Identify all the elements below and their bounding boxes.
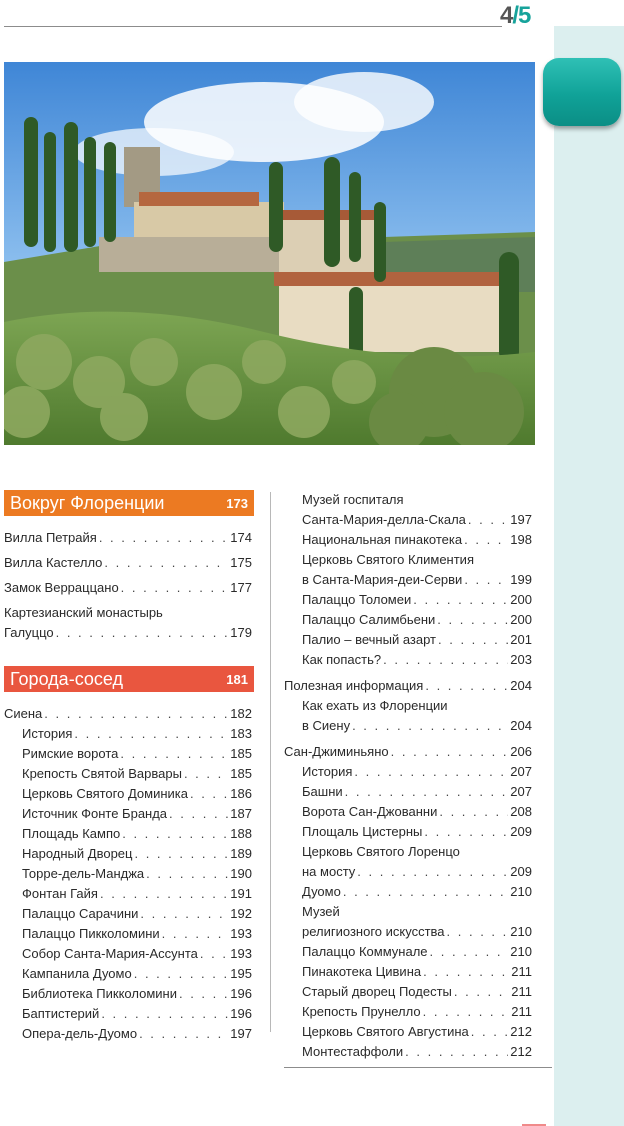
section-page: 181 [226,671,248,687]
toc-around-florence [4,528,252,643]
toc-title: Палаццо Салимбьени [302,612,436,627]
toc-title: религиозного искусства [302,924,445,939]
toc-title: в Сиену [302,718,351,733]
dot-leader [430,942,509,962]
dot-leader [352,716,508,736]
toc-entry[interactable] [284,1002,532,1022]
toc-entry[interactable] [4,824,252,844]
page-counter [500,2,530,30]
toc-entry[interactable] [284,762,532,782]
toc-page-number: 206 [510,744,532,759]
toc-title: Монтестаффоли [302,1044,404,1059]
page-current: 4 [500,2,513,29]
toc-right-column [284,490,532,1062]
dot-leader [464,530,508,550]
section-page: 173 [226,495,248,511]
toc-page-number: 210 [510,944,532,959]
toc-entry-siena[interactable] [4,704,252,724]
page-separator: / [512,2,519,29]
toc-entry[interactable] [284,530,532,550]
dot-leader [179,984,228,1004]
dot-leader [439,802,508,822]
toc-page-number: 199 [510,572,532,587]
toc-page-number: 197 [230,1026,252,1041]
toc-title: Ворота Сан-Джованни [302,804,438,819]
toc-title: Галуццо [4,625,54,640]
dot-leader [190,784,228,804]
section-header-around-florence[interactable] [4,490,254,516]
toc-title: Площадь Кампо [22,826,121,841]
toc-title: Народный Дворец [22,846,133,861]
chapter-tab[interactable] [543,58,621,126]
toc-title: Сиена [4,706,43,721]
toc-title: Замок Верраццано [4,580,119,595]
toc-page-number: 207 [510,764,532,779]
toc-entry[interactable] [4,904,252,924]
toc-title: Крепость Святой Варвары [22,766,182,781]
dot-leader [424,822,508,842]
toc-title: Полезная информация [284,678,424,693]
dot-leader [354,762,508,782]
toc-page-number: 211 [511,1004,532,1019]
page-total: 5 [518,2,531,29]
toc-title-line: Церковь Святого Лоренцо [302,844,460,859]
toc-title: Старый дворец Подесты [302,984,452,999]
dot-leader [423,1002,510,1022]
toc-entry[interactable] [284,490,532,530]
toc-page-number: 201 [510,632,532,647]
toc-page-number: 207 [510,784,532,799]
tuscan-villa-photo [4,62,535,445]
toc-title: в Санта-Мария-деи-Серви [302,572,463,587]
toc-title-line: Церковь Святого Климентия [302,552,474,567]
toc-page-number: 193 [230,946,252,961]
toc-entry[interactable] [284,962,532,982]
dot-leader [423,962,509,982]
toc-neighbor-towns [4,704,252,1044]
toc-entry[interactable] [284,942,532,962]
toc-page-number: 188 [230,826,252,841]
toc-page-number: 212 [510,1024,532,1039]
dot-leader [134,844,228,864]
toc-page-number: 177 [230,580,252,595]
dot-leader [104,553,228,573]
toc-entry[interactable] [4,804,252,824]
toc-page-number: 210 [510,924,532,939]
toc-title: Кампанила Дуомо [22,966,132,981]
dot-leader [471,1022,509,1042]
toc-title: История [302,764,353,779]
toc-title-line: Как ехать из Флоренции [302,698,448,713]
toc-title: Палаццо Коммунале [302,944,428,959]
dot-leader [383,650,508,670]
toc-entry[interactable] [4,864,252,884]
toc-entry[interactable] [284,782,532,802]
toc-title: Церковь Святого Доминика [22,786,188,801]
toc-title: Опера-дель-Дуомо [22,1026,138,1041]
toc-title: Площаль Цистерны [302,824,423,839]
toc-page-number: 187 [230,806,252,821]
toc-page-number: 197 [510,512,532,527]
toc-title: Башни [302,784,343,799]
toc-title: Палаццо Пикколомини [22,926,160,941]
dot-leader [437,610,508,630]
dot-leader [134,964,229,984]
toc-entry[interactable] [284,1042,532,1062]
dot-leader [121,578,229,598]
dot-leader [122,824,228,844]
toc-entry[interactable] [284,902,532,942]
toc-title: Дуомо [302,884,341,899]
toc-entry[interactable] [4,528,252,548]
toc-page-number: 200 [510,612,532,627]
toc-entry[interactable] [4,884,252,904]
section-header-neighbor-towns[interactable] [4,666,254,692]
toc-title: Вилла Петрайя [4,530,97,545]
toc-title: Палио – вечный азарт [302,632,437,647]
toc-page-number: 212 [510,1044,532,1059]
toc-entry[interactable] [4,744,252,764]
footer-rule [284,1067,552,1068]
toc-title-line: Музей [302,904,340,919]
toc-title: Пинакотека Цивина [302,964,422,979]
dot-leader [447,922,509,942]
toc-title-line: Музей госпиталя [302,492,404,507]
toc-entry[interactable] [4,764,252,784]
toc-page-number: 190 [230,866,252,881]
toc-entry[interactable] [284,802,532,822]
toc-title: Сан-Джиминьяно [284,744,389,759]
toc-entry[interactable] [4,578,252,598]
toc-page-number: 189 [230,846,252,861]
toc-page-number: 196 [230,1006,252,1021]
dot-leader [454,982,509,1002]
dot-leader [139,1024,228,1044]
dot-leader [200,944,228,964]
toc-page-number: 195 [230,966,252,981]
toc-title: Церковь Святого Августина [302,1024,469,1039]
hero-photo [4,62,535,445]
toc-entry[interactable] [4,784,252,804]
toc-title: Палаццо Сарачини [22,906,139,921]
header-rule [4,26,502,27]
toc-entry[interactable] [284,550,532,590]
dot-leader [343,882,508,902]
dot-leader [162,924,229,944]
toc-entry[interactable] [284,842,532,882]
toc-page-number: 204 [510,678,532,693]
dot-leader [74,724,228,744]
toc-entry[interactable] [284,822,532,842]
toc-page-number: 211 [511,984,532,999]
section-title: Вокруг Флоренции [10,492,165,513]
toc-entry[interactable] [4,603,252,643]
dot-leader [438,630,508,650]
toc-page-number: 186 [230,786,252,801]
dot-leader [425,676,508,696]
dot-leader [99,528,228,548]
dot-leader [405,1042,508,1062]
dot-leader [101,1004,228,1024]
toc-title: Крепость Прунелло [302,1004,421,1019]
toc-page-number: 209 [510,864,532,879]
toc-page-number: 208 [510,804,532,819]
toc-entry[interactable] [284,650,532,670]
toc-entry[interactable] [4,984,252,1004]
dot-leader [120,744,228,764]
toc-entry[interactable] [284,630,532,650]
toc-page-number: 175 [230,555,252,570]
dot-leader [44,704,228,724]
section-title: Города-сосед [10,668,124,689]
dot-leader [345,782,509,802]
toc-page-number: 174 [230,530,252,545]
toc-entry[interactable] [4,944,252,964]
toc-title: Собор Санта-Мария-Ассунта [22,946,198,961]
toc-title: Баптистерий [22,1006,100,1021]
toc-entry[interactable] [4,924,252,944]
toc-page-number: 200 [510,592,532,607]
side-strip [554,26,624,1126]
toc-entry[interactable] [4,724,252,744]
toc-entry-san-gimignano[interactable] [284,742,532,762]
toc-title: Как попасть? [302,652,382,667]
toc-page-number: 185 [230,766,252,781]
toc-page-number: 204 [510,718,532,733]
toc-title: Торре-дель-Манджа [22,866,145,881]
toc-title: Палаццо Толомеи [302,592,412,607]
toc-entry[interactable] [284,1022,532,1042]
toc-entry[interactable] [4,1024,252,1044]
dot-leader [146,864,228,884]
toc-title: Фонтан Гайя [22,886,98,901]
dot-leader [56,623,229,643]
toc-title: Источник Фонте Бранда [22,806,168,821]
toc-page-number: 196 [230,986,252,1001]
toc-title: История [22,726,73,741]
toc-page-number: 203 [510,652,532,667]
toc-title: Национальная пинакотека [302,532,463,547]
toc-entry[interactable] [284,982,532,1002]
toc-page-number: 198 [510,532,532,547]
dot-leader [391,742,509,762]
toc-entry[interactable] [284,610,532,630]
toc-title-line: Картезианский монастырь [4,605,163,620]
dot-leader [184,764,228,784]
column-divider [270,492,271,1032]
toc-title: Римские ворота [22,746,119,761]
toc-entry[interactable] [284,590,532,610]
toc-page-number: 179 [230,625,252,640]
toc-title: на мосту [302,864,356,879]
toc-entry[interactable] [284,882,532,902]
toc-page-number: 210 [510,884,532,899]
toc-entry[interactable] [4,1004,252,1024]
toc-page-number: 192 [230,906,252,921]
toc-page-number: 182 [230,706,252,721]
toc-title: Библиотека Пикколомини [22,986,177,1001]
toc-page-number: 183 [230,726,252,741]
dot-leader [100,884,228,904]
toc-page-number: 191 [230,886,252,901]
dot-leader [357,862,508,882]
dot-leader [468,510,508,530]
toc-entry[interactable] [4,844,252,864]
toc-entry[interactable] [4,553,252,573]
toc-page-number: 185 [230,746,252,761]
toc-title: Санта-Мария-делла-Скала [302,512,466,527]
dot-leader [140,904,228,924]
toc-page-number: 193 [230,926,252,941]
toc-entry[interactable] [284,696,532,736]
dot-leader [464,570,508,590]
toc-page-number: 211 [511,964,532,979]
toc-entry-useful-info[interactable] [284,676,532,696]
dot-leader [169,804,228,824]
dot-leader [413,590,508,610]
toc-entry[interactable] [4,964,252,984]
toc-title: Вилла Кастелло [4,555,103,570]
toc-page-number: 209 [510,824,532,839]
